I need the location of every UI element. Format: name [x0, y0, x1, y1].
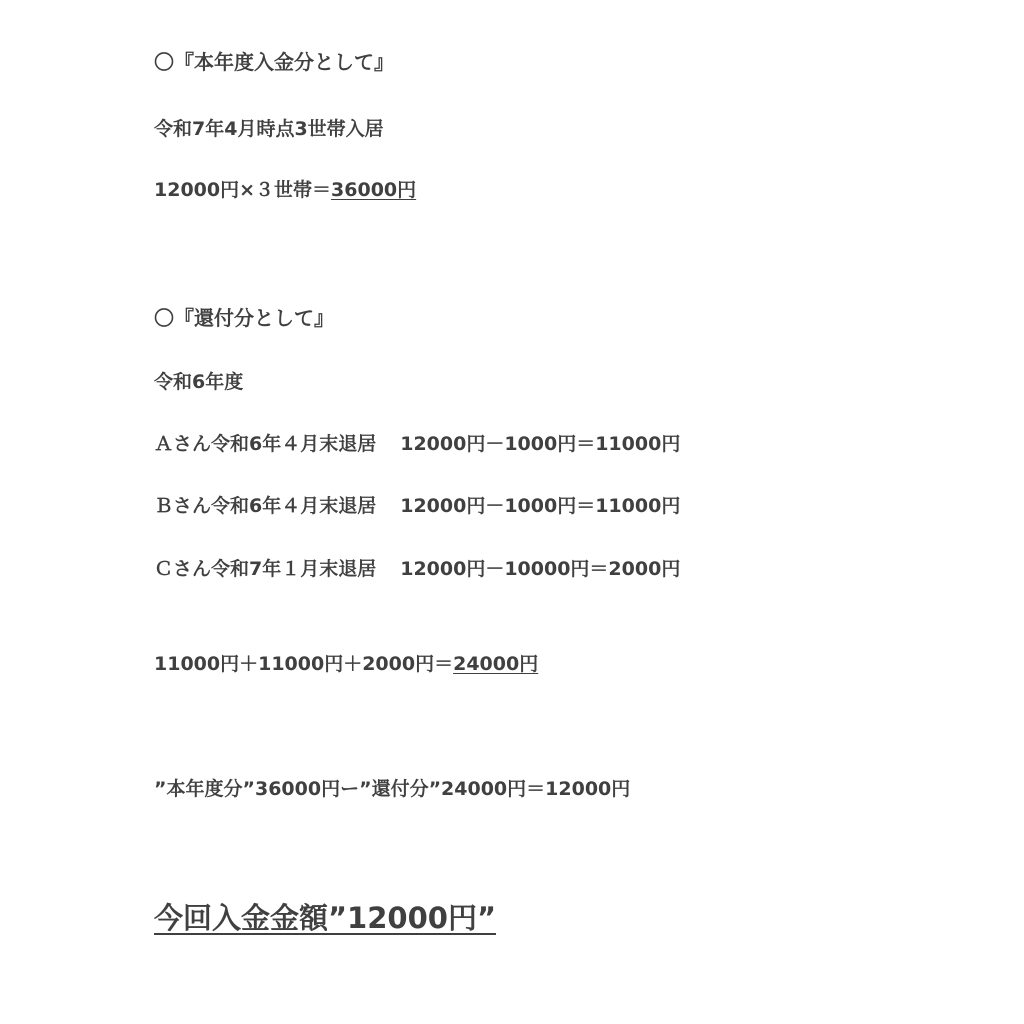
refund-sum	[154, 652, 538, 676]
section1-calculation	[154, 178, 416, 202]
refund-item-label: Ｃさん令和7年１月末退居	[154, 558, 377, 580]
section1-heading: 〇『本年度入金分として』	[154, 50, 394, 74]
refund-item-c	[154, 557, 680, 581]
refund-item-calc: 12000円－10000円＝2000円	[400, 558, 681, 580]
refund-item-calc: 12000円－1000円＝11000円	[400, 495, 681, 517]
refund-sum-prefix: 11000円＋11000円＋2000円＝	[154, 653, 454, 675]
difference-calculation: ”本年度分”36000円ー”還付分”24000円＝12000円	[154, 778, 631, 800]
refund-sum-result: 24000円	[453, 653, 539, 675]
refund-item-b	[154, 494, 680, 518]
refund-item-a	[154, 432, 680, 456]
refund-item-calc: 12000円－1000円＝11000円	[400, 433, 681, 455]
section1-condition: 令和7年4月時点3世帯入居	[154, 118, 384, 140]
section1-calc-prefix: 12000円×３世帯＝	[154, 179, 332, 201]
section1-calc-result: 36000円	[331, 179, 417, 201]
refund-item-label: Ａさん令和6年４月末退居	[154, 433, 377, 455]
section2-heading: 〇『還付分として』	[154, 306, 334, 330]
final-amount: 今回入金金額”12000円”	[154, 901, 497, 935]
section2-year-label: 令和6年度	[154, 371, 244, 393]
refund-item-label: Ｂさん令和6年４月末退居	[154, 495, 377, 517]
